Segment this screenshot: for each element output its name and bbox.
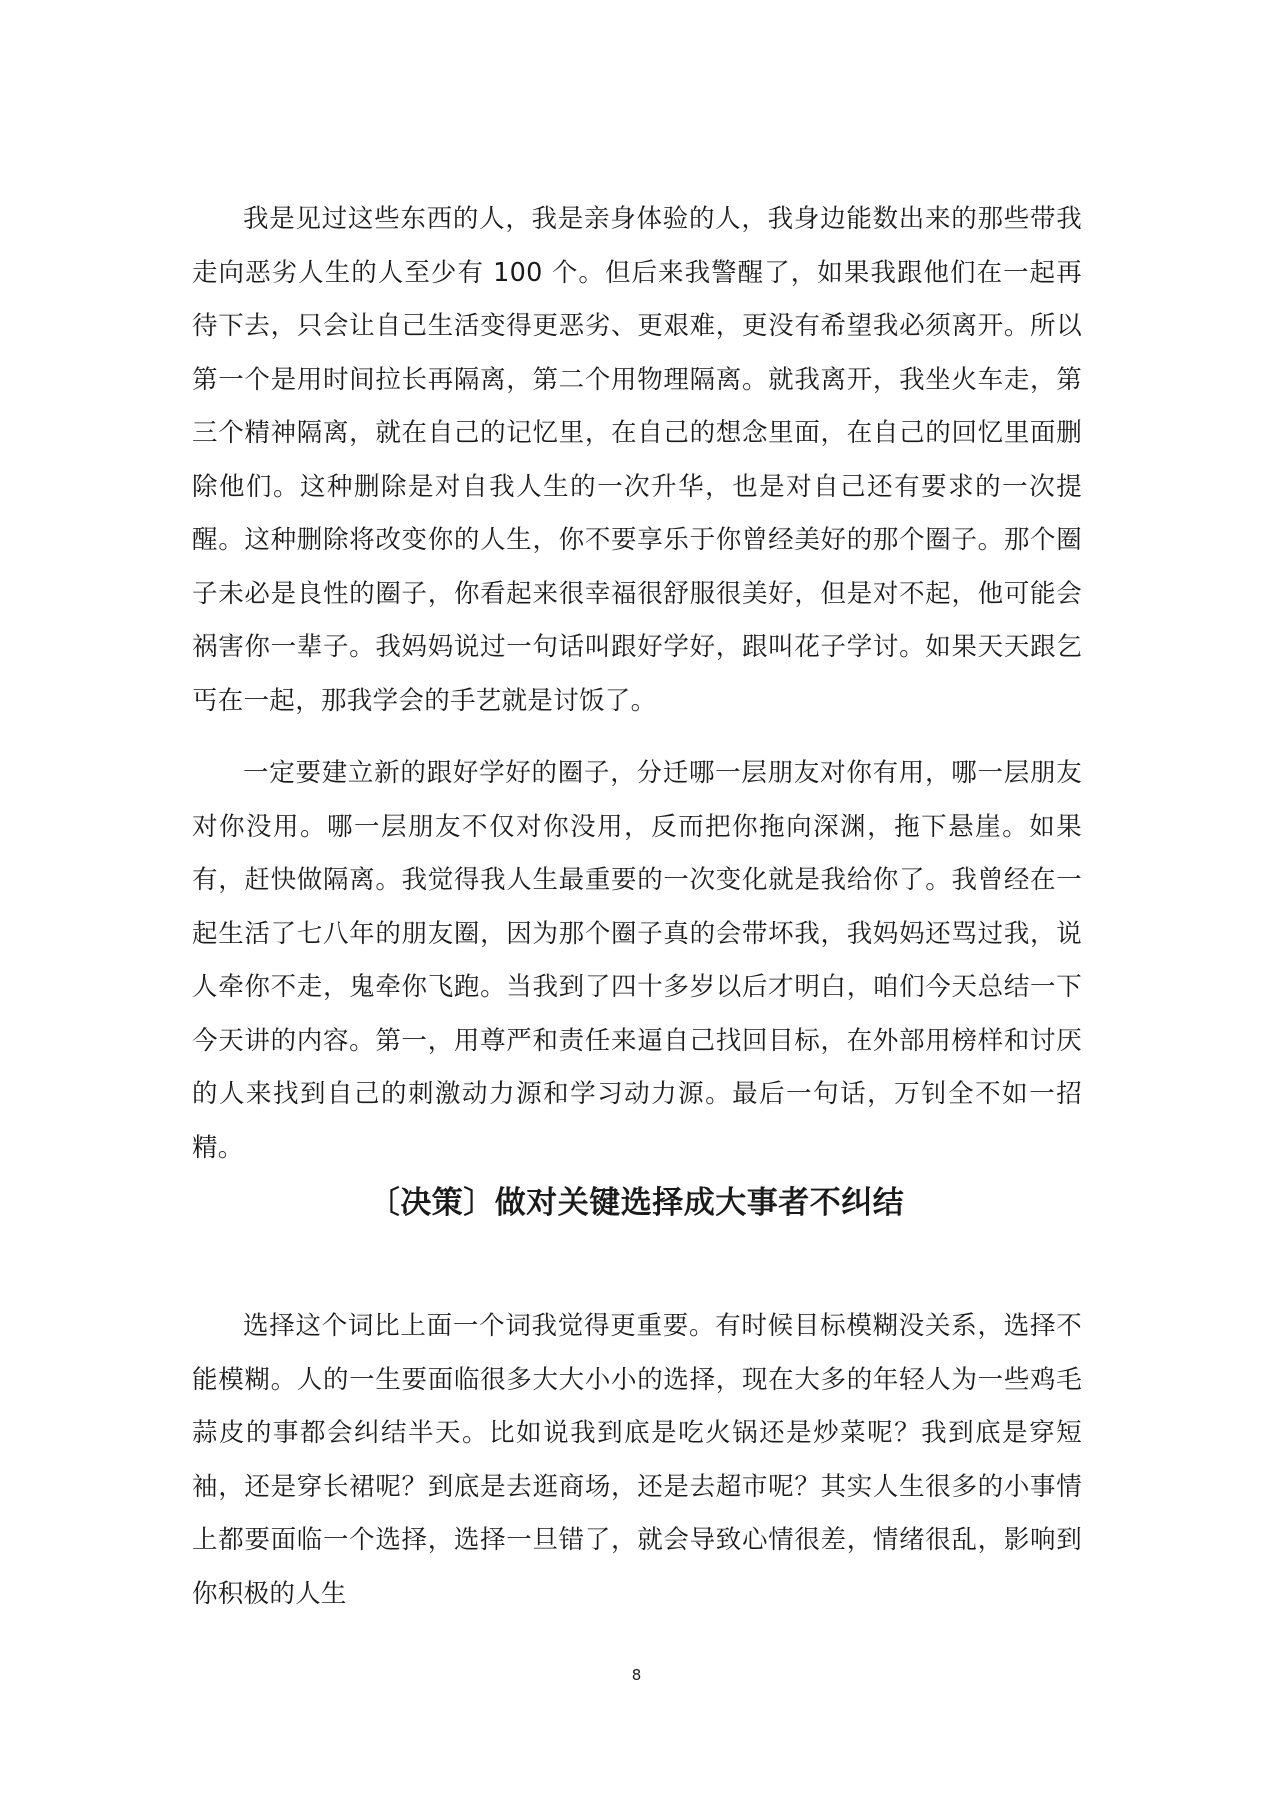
body-paragraph-3: 选择这个词比上面一个词我觉得更重要。有时候目标模糊没关系，选择不能模糊。人的一生要面临很多大大小小的选择，现在大多的年轻人为一些鸡毛蒜皮的事都会纠结半天。比如说我到底是吃火锅还是炒菜呢？我到底是穿短袖，还是穿长裙呢？到底是去逛商场，还是去超市呢？其实人生很多的小事情上都要面临一个选择，选择一旦错了，就会导致心情很差，情绪很乱，影响到你积极的人生 (192, 1311, 1082, 1609)
section-heading: 〔决策〕做对关键选择成大事者不纠结 (368, 1185, 905, 1221)
page-number: 8 (631, 1666, 642, 1684)
body-paragraph-2: 一定要建立新的跟好学好的圈子，分迁哪一层朋友对你有用，哪一层朋友对你没用。哪一层朋友不仅对你没用，反而把你拖向深渊，拖下悬崖。如果有，赶快做隔离。我觉得我人生最重要的一次变化就是我给你了。我曾经在一起生活了七八年的朋友圈，因为那个圈子真的会带坏我，我妈妈还骂过我，说人牵你不走，鬼牵你飞跑。当我到了四十多岁以后才明白，咱们今天总结一下今天讲的内容。第一，用尊严和责任来逼自己找回目标，在外部用榜样和讨厌的人来找到自己的刺激动力源和学习动力源。最后一句话，万钊全不如一招精。 (192, 758, 1082, 1163)
body-paragraph-1: 我是见过这些东西的人，我是亲身体验的人，我身边能数出来的那些带我走向恶劣人生的人至少有 100 个。但后来我警醒了，如果我跟他们在一起再待下去，只会让自己生活变得更恶劣、更艰难，更没有希望我必须离开。所以第一个是用时间拉长再隔离，第二个用物理隔离。就我离开，我坐火车走，第三个精神隔离，就在自己的记忆里，在自己的想念里面，在自己的回忆里面删除他们。这种删除是对自我人生的一次升华，也是对自己还有要求的一次提醒。这种删除将改变你的人生，你不要享乐于你曾经美好的那个圈子。那个圈子未必是良性的圈子，你看起来很幸福很舒服很美好，但是对不起，他可能会祸害你一辈子。我妈妈说过一句话叫跟好学好，跟叫花子学讨。如果天天跟乞丐在一起，那我学会的手艺就是讨饭了。 (192, 204, 1082, 716)
